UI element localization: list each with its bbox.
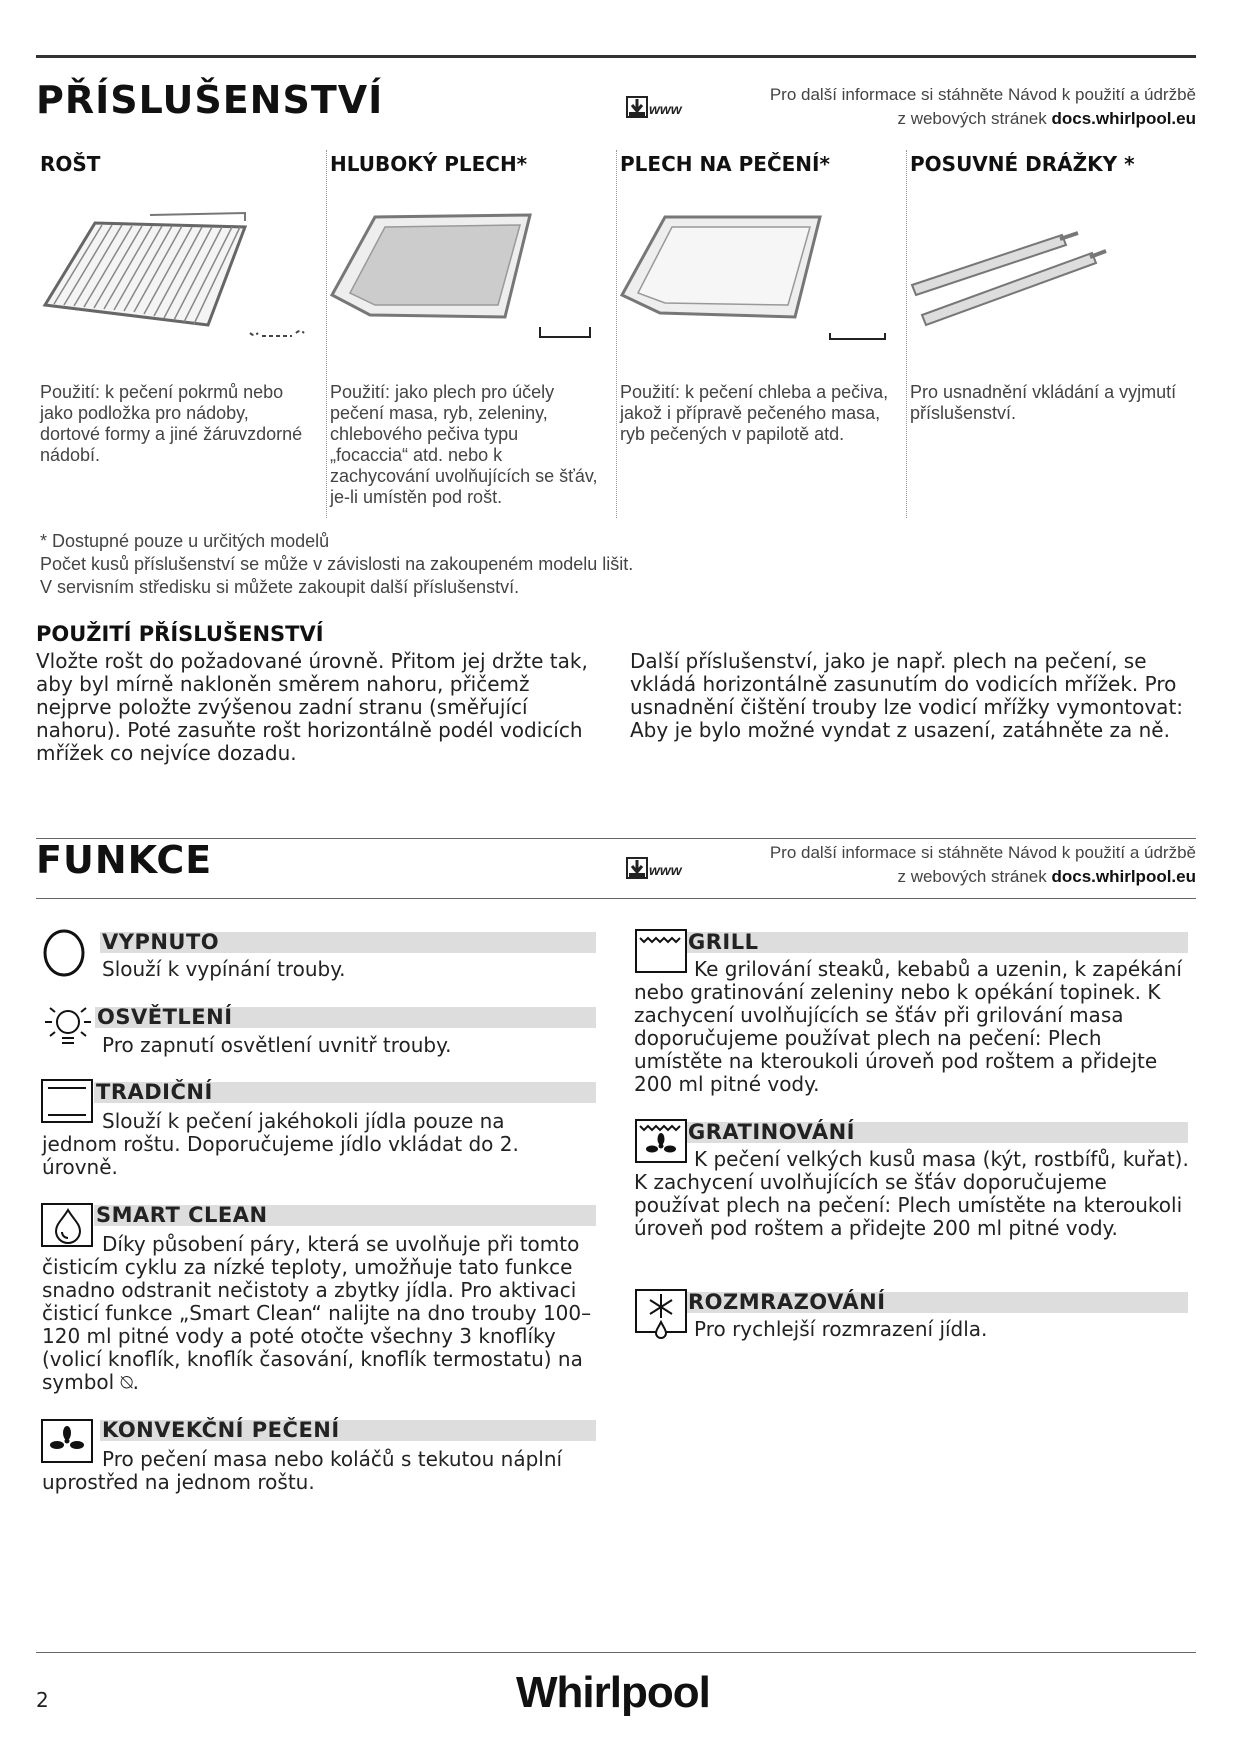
download-link[interactable]: docs.whirlpool.eu [1051,109,1196,128]
download-info [770,841,1196,889]
accessory-title-posuvne-drazky: POSUVNÉ DRÁŽKY * [910,152,1135,176]
function-text-tradicni: Slouží k pečení jakéhokoli jídla pouze na jednom roštu. Doporučujeme jídlo vkládat do 2. úrovně. [42,1109,519,1179]
function-text-osvetleni: Pro zapnutí osvětlení uvnitř trouby. [102,1033,452,1057]
service-note: V servisním středisku si můžete zakoupit další příslušenství. [40,577,520,597]
page-number: 2 [36,1688,49,1712]
accessory-text-rost: Použití: k pečení pokrmů nebo jako podložka pro nádoby, dortové formy a jiné žáruvzdorné nádobí. [40,382,303,465]
quantity-note: Počet kusů příslušenství se může v závislosti na zakoupeném modelu lišit. [40,554,634,574]
download-www-icon [625,94,691,122]
defrost-icon [634,1288,690,1340]
column-divider [326,150,327,518]
top-rule [36,55,1196,58]
download-www-icon [625,855,691,883]
function-title-osvetleni: OSVĚTLENÍ [97,1005,233,1029]
sliding-rails-illustration [910,205,1180,345]
usage-title: POUŽITÍ PŘÍSLUŠENSTVÍ [36,622,324,646]
functions-title: FUNKCE [36,838,213,882]
www-label: www [649,101,682,117]
functions-sub-rule [36,898,1196,899]
usage-text-right: Další příslušenství, jako je např. plech na pečení, se vkládá horizontálně zasunutím do vodicích mřížek. Pro usnadnění čištění trouby lze vodicí mřížky vymontovat: Aby je bylo možné vyndat z usazení, zatáhněte za ně. [630,649,1184,742]
accessory-text-posuvne-drazky: Pro usnadnění vkládání a vyjmutí příslušenství. [910,382,1177,423]
function-text-rozmrazovani: Pro rychlejší rozmrazení jídla. [694,1317,988,1341]
function-text-gratinovani: K pečení velkých kusů masa (kýt, rostbífů, kuřat). K zachycení uvolňujících se šťáv doporučujeme používat plech na pečení: Plech umístěte na kteroukoli úroveň pod roštem a přidejte 200 ml pitné vody. [634,1147,1189,1240]
off-circle-icon [42,928,88,978]
function-bar [686,932,1188,953]
function-text-grill: Ke grilování steaků, kebabů a uzenin, k zapékání nebo gratinování zeleniny nebo k opékání topinek. K zachycení uvolňujících se šťáv při grilování masa doporučujeme používat plech na pečení: Plech umístěte na kteroukoli úroveň pod roštem a přidejte 200 ml pitné vody. [634,957,1182,1096]
light-bulb-icon [40,1002,96,1050]
footer-rule [36,1652,1196,1653]
column-divider [616,150,617,518]
accessory-text-plech-na-peceni: Použití: k pečení chleba a pečiva, jakož i přípravě pečeného masa, ryb pečených v papilotě atd. [620,382,889,444]
download-line-1: Pro další informace si stáhněte Návod k použití a údržbě [769,85,1196,104]
accessory-text-hluboky-plech: Použití: jako plech pro účely pečení masa, ryb, zeleniny, chlebového pečiva typu „focaccia“ atd. nebo k zachycování uvolňujících se šťáv, je-li umístěn pod rošt. [330,382,598,507]
accessory-title-rost: ROŠT [40,152,101,176]
download-line-2: z webových stránek [897,867,1052,886]
download-link[interactable]: docs.whirlpool.eu [1051,867,1196,886]
accessories-title: PŘÍSLUŠENSTVÍ [36,78,384,122]
www-label: www [649,862,682,878]
function-title-rozmrazovani: ROZMRAZOVÁNÍ [688,1290,886,1314]
function-title-vypnuto: VYPNUTO [102,930,220,954]
column-divider [906,150,907,518]
availability-note: * Dostupné pouze u určitých modelů [40,531,330,551]
function-text-konvekcni-peceni: Pro pečení masa nebo koláčů s tekutou náplní uprostřed na jednom roštu. [42,1447,563,1494]
download-line-2: z webových stránek [897,109,1052,128]
function-title-konvekcni-peceni: KONVEKČNÍ PEČENÍ [102,1418,340,1442]
baking-tray-illustration [620,205,890,345]
function-title-smart-clean: SMART CLEAN [96,1203,268,1227]
usage-text-left: Vložte rošt do požadované úrovně. Přitom jej držte tak, aby byl mírně nakloněn směrem nahoru, přičemž nejprve položte zvýšenou zadní stranu (směřující nahoru). Poté zasuňte rošt horizontálně podél vodicích mřížek co nejvíce dozadu. [36,649,588,765]
download-info [770,83,1196,131]
wire-shelf-illustration [40,205,310,345]
accessory-title-plech-na-peceni: PLECH NA PEČENÍ* [620,152,830,176]
function-text-vypnuto: Slouží k vypínání trouby. [102,957,346,981]
function-title-tradicni: TRADIČNÍ [96,1080,213,1104]
function-title-gratinovani: GRATINOVÁNÍ [688,1120,855,1144]
download-line-1: Pro další informace si stáhněte Návod k použití a údržbě [769,843,1196,862]
whirlpool-logo: Whirlpool [516,1668,710,1717]
function-title-grill: GRILL [688,930,759,954]
deep-tray-illustration [330,205,600,345]
function-text-smart-clean: Díky působení páry, která se uvolňuje při tomto čisticím cyklu za nízké teploty, umožňuje tato funkce snadno odstranit nečistoty a zbytky jídla. Pro aktivaci čisticí funkce „Smart Clean“ nalijte na dno trouby 100–120 ml pitné vody a poté otočte všechny 3 knoflíky (volicí knoflík, knoflík časování, knoflík termostatu) na symbol ⍉. [42,1232,592,1394]
accessory-title-hluboky-plech: HLUBOKÝ PLECH* [330,152,528,176]
